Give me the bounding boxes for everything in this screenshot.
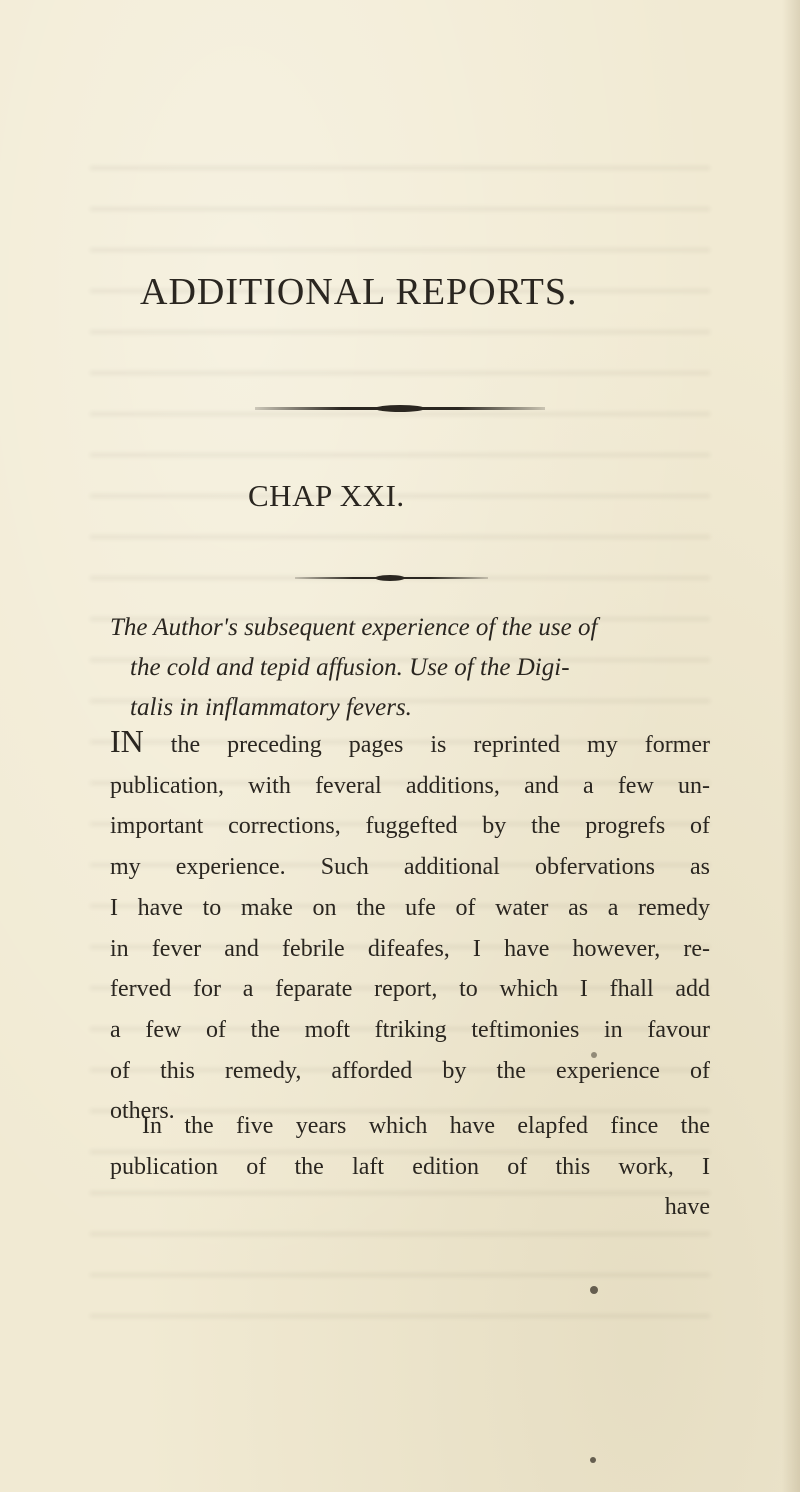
paragraph-line: in fever and febrile difeafes, I have however, re- [110, 935, 710, 962]
paragraph-line: I have to make on the ufe of water as a remedy [110, 894, 710, 921]
ink-speck [590, 1457, 596, 1463]
rule-swell [375, 575, 405, 581]
chapter-argument [110, 608, 710, 728]
paragraph-line: my experience. Such additional obfervations as [110, 854, 710, 881]
ornamental-rule-top [255, 407, 545, 410]
paragraph-line: publication, with feveral additions, and a few un- [110, 772, 710, 799]
paragraph-line: of this remedy, afforded by the experience of [110, 1057, 710, 1084]
ink-speck [590, 1286, 598, 1294]
catchword: have [664, 1194, 710, 1221]
ornamental-rule-bottom [295, 577, 488, 579]
paragraph-line: In the five years which have elapfed fince the [142, 1113, 710, 1139]
ink-speck [591, 1052, 597, 1058]
paragraph-line: others. [110, 1098, 175, 1125]
drop-word: IN [110, 723, 144, 759]
section-title: ADDITIONAL REPORTS. [140, 271, 578, 313]
rule-swell [375, 405, 425, 412]
argument-line: the cold and tepid affusion. Use of the Digi- [130, 654, 570, 681]
first-line-text: the preceding pages is reprinted my former [143, 732, 710, 758]
page-edge-shadow [782, 0, 800, 1492]
paragraph-1 [110, 721, 710, 1132]
paragraph-line: important corrections, fuggefted by the progrefs of [110, 813, 710, 840]
paragraph-line: publication of the laft edition of this work, I [110, 1153, 710, 1180]
paragraph-2 [110, 1106, 710, 1228]
chapter-heading: CHAP XXI. [248, 478, 405, 513]
paragraph-first-line [110, 721, 710, 766]
paragraph-line: a few of the moft ftriking teftimonies in favour [110, 1016, 710, 1043]
argument-line: The Author's subsequent experience of the use of [110, 614, 598, 641]
argument-line: talis in inflammatory fevers. [130, 694, 412, 721]
paragraph-line: ferved for a feparate report, to which I fhall add [110, 976, 710, 1003]
